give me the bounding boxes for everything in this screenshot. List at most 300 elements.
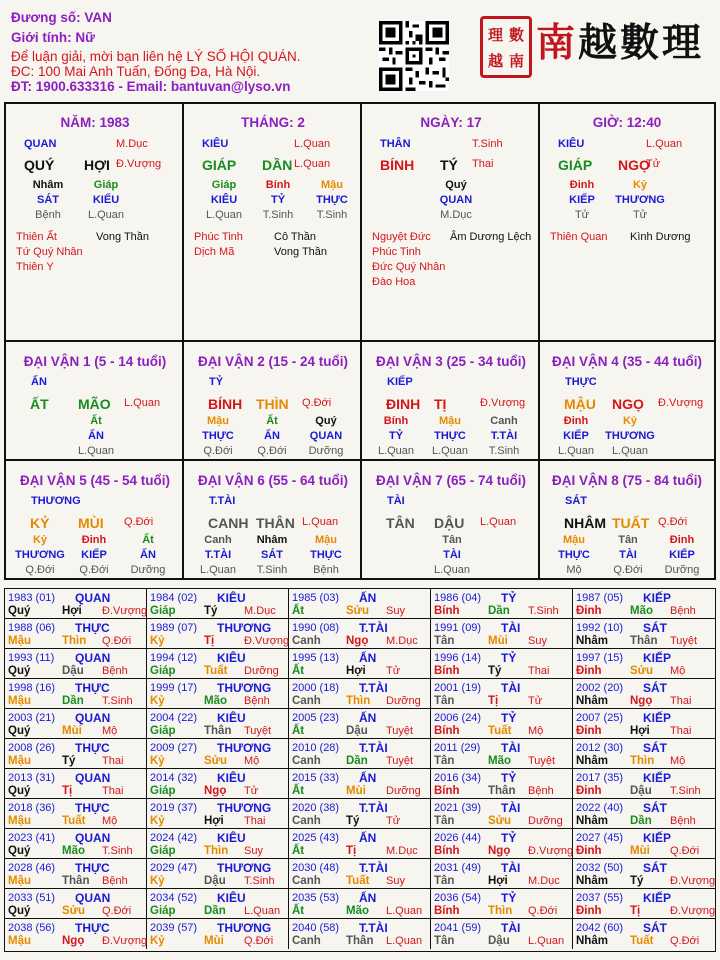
- year-branch: Tý: [630, 875, 644, 887]
- year-cell: [573, 619, 715, 649]
- year-phase: Đ.Vượng: [244, 635, 290, 647]
- dai-van-branch: TUẤT: [612, 515, 650, 531]
- year-phase: Dưỡng: [386, 695, 421, 707]
- year-label: 2014 (32): [150, 772, 198, 784]
- year-star: TỶ: [501, 711, 517, 725]
- year-stem: Kỷ: [150, 935, 165, 947]
- year-stem: Bính: [434, 905, 460, 917]
- year-label: 1998 (16): [8, 682, 56, 694]
- year-stem: Tân: [434, 755, 455, 767]
- year-branch: Dậu: [346, 725, 368, 737]
- dai-van-branch: MÙI: [78, 515, 104, 531]
- year-branch: Tý: [204, 605, 218, 617]
- hidden-phase: L.Quan: [87, 209, 125, 221]
- year-branch: Tuất: [346, 875, 370, 887]
- year-phase: Tuyệt: [386, 725, 414, 737]
- pillar-note: Phúc Tinh: [194, 231, 243, 243]
- year-branch: Tị: [62, 785, 73, 797]
- year-cell: [573, 679, 715, 709]
- year-label: 2022 (40): [576, 802, 624, 814]
- hidden-stem: Tân: [618, 534, 638, 546]
- dai-van-phase: L.Quan: [480, 516, 517, 528]
- year-cell: [573, 649, 715, 679]
- hidden-stem: Mậu: [563, 534, 585, 546]
- hidden-god: SÁT: [37, 194, 59, 206]
- year-cell: [5, 739, 147, 769]
- year-phase: Dưỡng: [386, 785, 421, 797]
- pillar-box: [362, 104, 540, 342]
- hidden-god: TÀI: [443, 549, 461, 561]
- dai-van-branch: THÂN: [256, 515, 295, 531]
- year-label: 2000 (18): [292, 682, 340, 694]
- year-phase: Thai: [670, 695, 692, 707]
- dai-van-star: THƯƠNG: [31, 495, 81, 507]
- year-phase: Tử: [244, 785, 259, 797]
- year-star: T.TÀI: [359, 621, 388, 635]
- year-star: KIÊU: [217, 711, 246, 725]
- year-star: KIẾP: [643, 651, 672, 665]
- pillar-stem: GIÁP: [558, 157, 593, 173]
- pillar-stem: GIÁP: [202, 157, 237, 173]
- year-branch: Mão: [346, 905, 369, 917]
- year-stem: Tân: [434, 815, 455, 827]
- dai-van-stem: NHÂM: [564, 515, 606, 531]
- year-phase: Đ.Vượng: [670, 905, 716, 917]
- hidden-stem: Canh: [204, 534, 232, 546]
- year-star: KIẾP: [643, 711, 672, 725]
- year-phase: Tử: [386, 665, 401, 677]
- year-cell: [431, 859, 573, 889]
- year-stem: Tân: [434, 875, 455, 887]
- year-branch: Hợi: [346, 665, 366, 677]
- year-branch: Mão: [630, 605, 653, 617]
- hidden-god: THỰC: [310, 549, 342, 561]
- seal-char: 數: [508, 25, 524, 44]
- year-star: THƯƠNG: [217, 741, 272, 755]
- year-branch: Thìn: [488, 905, 513, 917]
- year-star: KIẾP: [643, 831, 672, 845]
- year-label: 2004 (22): [150, 712, 198, 724]
- year-label: 2020 (38): [292, 802, 340, 814]
- year-label: 2032 (50): [576, 862, 624, 874]
- year-branch: Hợi: [62, 605, 82, 617]
- year-stem: Mậu: [8, 815, 31, 827]
- year-star: T.TÀI: [359, 861, 388, 875]
- year-star: TÀI: [501, 921, 521, 935]
- hidden-phase: L.Quan: [377, 445, 415, 457]
- year-branch: Tý: [346, 815, 360, 827]
- year-label: 2008 (26): [8, 742, 56, 754]
- seal-char: 理: [487, 25, 503, 44]
- hidden-stem: Nhâm: [256, 534, 288, 546]
- hidden-stem: Ất: [90, 415, 102, 427]
- year-label: 2042 (60): [576, 922, 624, 934]
- year-label: 1992 (10): [576, 622, 624, 634]
- hidden-stem: Quý: [315, 415, 337, 427]
- year-phase: Bệnh: [102, 665, 128, 677]
- year-label: 1995 (13): [292, 652, 340, 664]
- year-label: 1990 (08): [292, 622, 340, 634]
- hidden-god: KIẾP: [669, 549, 695, 561]
- dai-van-stem: MẬU: [564, 396, 596, 412]
- hidden-stem: Mậu: [207, 415, 229, 427]
- pillar-phase: Tử: [646, 158, 661, 170]
- year-stem: Giáp: [150, 605, 176, 617]
- hidden-god: TỶ: [388, 430, 404, 442]
- year-branch: Thìn: [630, 755, 655, 767]
- dai-van-title: ĐẠI VẬN 6 (55 - 64 tuổi): [197, 473, 349, 488]
- year-star: THƯƠNG: [217, 621, 272, 635]
- year-star: THỰC: [75, 741, 110, 755]
- year-star: T.TÀI: [359, 801, 388, 815]
- dai-van-star: SÁT: [565, 495, 587, 507]
- hidden-god: THƯƠNG: [615, 194, 665, 206]
- hidden-phase: Q.Đới: [79, 564, 109, 576]
- hidden-god: THỰC: [434, 430, 466, 442]
- hidden-god: ẤN: [140, 549, 156, 561]
- year-star: QUAN: [75, 591, 111, 605]
- hidden-phase: L.Quan: [557, 445, 595, 457]
- year-star: TỶ: [501, 771, 517, 785]
- year-star: TỶ: [501, 831, 517, 845]
- year-star: TỶ: [501, 591, 517, 605]
- brand-logo: 南越數理: [536, 20, 705, 66]
- hidden-god: QUAN: [309, 430, 343, 442]
- year-label: 1987 (05): [576, 592, 624, 604]
- pillar-note: Thiên Quan: [550, 231, 608, 243]
- year-branch: Tý: [62, 755, 76, 767]
- pillar-note: Thiên Y: [16, 261, 54, 273]
- year-phase: Thai: [670, 725, 692, 737]
- dai-van-stem: CANH: [208, 515, 249, 531]
- header: [0, 0, 720, 102]
- pillar-note: Cô Thần: [274, 231, 316, 243]
- year-cell: [5, 829, 147, 859]
- dai-van-branch: NGỌ: [612, 396, 644, 412]
- year-phase: Bệnh: [528, 785, 554, 797]
- year-branch: Dậu: [630, 785, 652, 797]
- year-stem: Kỷ: [150, 755, 165, 767]
- year-cell: [289, 829, 431, 859]
- year-stem: Giáp: [150, 785, 176, 797]
- year-cell: [147, 679, 289, 709]
- pillar-title: NĂM: 1983: [60, 115, 130, 130]
- year-phase: Q.Đới: [102, 635, 132, 647]
- year-stem: Ất: [292, 785, 305, 797]
- year-stem: Đinh: [576, 725, 602, 737]
- year-phase: M.Dục: [386, 845, 418, 857]
- pillar-branch: DẦN: [262, 157, 293, 173]
- year-phase: Tuyệt: [670, 635, 698, 647]
- year-branch: Dần: [346, 755, 368, 767]
- year-branch: Tị: [346, 845, 357, 857]
- year-phase: Tuyệt: [528, 755, 556, 767]
- bazi-chart: [4, 102, 716, 580]
- year-star: SÁT: [643, 741, 667, 755]
- hidden-phase: Q.Đới: [613, 564, 643, 576]
- pillar-phase: Đ.Vượng: [116, 158, 162, 170]
- hidden-phase: L.Quan: [77, 445, 115, 457]
- hidden-phase: T.Sinh: [262, 209, 294, 221]
- year-branch: Hợi: [488, 875, 508, 887]
- pillar-branch: NGỌ: [618, 157, 650, 173]
- pillar-main-star: THÂN: [380, 138, 411, 150]
- pillar-stem: QUÝ: [24, 157, 55, 173]
- year-phase: Mộ: [528, 725, 544, 737]
- year-cell: [573, 769, 715, 799]
- year-cell: [573, 919, 715, 949]
- year-branch: Thân: [630, 635, 658, 647]
- year-stem: Đinh: [576, 845, 602, 857]
- year-label: 2013 (31): [8, 772, 56, 784]
- dai-van-stem: TÂN: [386, 515, 415, 531]
- hidden-god: KIẾU: [92, 194, 120, 206]
- year-star: TÀI: [501, 681, 521, 695]
- year-branch: Dần: [62, 695, 84, 707]
- year-label: 2031 (49): [434, 862, 482, 874]
- year-cell: [289, 649, 431, 679]
- year-stem: Tân: [434, 695, 455, 707]
- pillar-box: [6, 104, 184, 342]
- year-stem: Bính: [434, 665, 460, 677]
- year-label: 1984 (02): [150, 592, 198, 604]
- year-star: T.TÀI: [359, 741, 388, 755]
- year-stem: Mậu: [8, 695, 31, 707]
- year-branch: Tị: [488, 695, 499, 707]
- year-phase: Tuyệt: [244, 725, 272, 737]
- year-branch: Tị: [630, 905, 641, 917]
- hidden-stem: Ất: [266, 415, 278, 427]
- hidden-stem: Đinh: [563, 415, 589, 427]
- year-star: THỰC: [75, 681, 110, 695]
- year-branch: Thân: [62, 875, 90, 887]
- year-stem: Bính: [434, 785, 460, 797]
- year-cell: [573, 859, 715, 889]
- year-stem: Đinh: [576, 605, 602, 617]
- year-phase: L.Quan: [386, 935, 423, 947]
- year-branch: Tuất: [204, 665, 228, 677]
- year-cell: [5, 679, 147, 709]
- hidden-god: T.TÀI: [204, 549, 232, 561]
- year-branch: Ngọ: [630, 695, 653, 707]
- dai-van-star: ẤN: [31, 376, 47, 388]
- dai-van-title: ĐẠI VẬN 5 (45 - 54 tuổi): [19, 473, 171, 488]
- dai-van-box: [184, 342, 362, 461]
- year-cell: [289, 769, 431, 799]
- hidden-stem: Quý: [445, 179, 467, 191]
- header-address-line: ĐC: 100 Mai Anh Tuấn, Đống Đa, Hà Nội.: [11, 64, 261, 79]
- year-label: 2012 (30): [576, 742, 624, 754]
- hidden-god: KIẾP: [81, 549, 107, 561]
- hidden-god: THỰC: [558, 549, 590, 561]
- pillar-main-star: KIÊU: [558, 138, 585, 150]
- year-branch: Dần: [630, 815, 652, 827]
- year-cell: [147, 889, 289, 919]
- year-stem: Giáp: [150, 905, 176, 917]
- year-label: 2015 (33): [292, 772, 340, 784]
- year-phase: Bệnh: [102, 875, 128, 887]
- year-label: 2025 (43): [292, 832, 340, 844]
- dai-van-title: ĐẠI VẬN 2 (15 - 24 tuổi): [197, 354, 349, 369]
- year-cell: [147, 859, 289, 889]
- year-cell: [289, 589, 431, 619]
- year-label: 2017 (35): [576, 772, 624, 784]
- year-star: KIÊU: [217, 591, 246, 605]
- year-cell: [147, 739, 289, 769]
- year-branch: Dần: [488, 605, 510, 617]
- year-phase: Q.Đới: [102, 905, 132, 917]
- year-stem: Ất: [292, 725, 305, 737]
- hidden-stem: Kỷ: [622, 415, 638, 427]
- hidden-stem: Đinh: [569, 179, 595, 191]
- pillar-main-phase: L.Quan: [294, 138, 331, 150]
- hidden-stem: Mậu: [315, 534, 337, 546]
- pillar-branch: HỢI: [84, 157, 110, 173]
- year-branch: Thìn: [62, 635, 87, 647]
- hidden-god: QUAN: [439, 194, 473, 206]
- year-phase: Thai: [102, 785, 124, 797]
- year-phase: Mộ: [102, 815, 118, 827]
- year-phase: M.Dục: [528, 875, 560, 887]
- year-label: 2018 (36): [8, 802, 56, 814]
- hidden-phase: Mộ: [566, 564, 582, 576]
- dai-van-branch: THÌN: [256, 396, 289, 412]
- year-label: 2009 (27): [150, 742, 198, 754]
- year-label: 2010 (28): [292, 742, 340, 754]
- year-star: TÀI: [501, 741, 521, 755]
- year-label: 2037 (55): [576, 892, 624, 904]
- phone-email-link[interactable]: ĐT: 1900.633316 - Email: bantuvan@lyso.vn: [11, 79, 291, 94]
- year-cell: [147, 649, 289, 679]
- year-star: SÁT: [643, 921, 667, 935]
- year-star: TÀI: [501, 861, 521, 875]
- year-star: ẤN: [359, 891, 377, 905]
- pillar-main-star: QUAN: [24, 138, 57, 150]
- hidden-phase: Bệnh: [35, 209, 61, 221]
- hidden-phase: L.Quan: [199, 564, 237, 576]
- year-phase: Đ.Vượng: [670, 875, 716, 887]
- year-branch: Tý: [488, 665, 502, 677]
- year-stem: Nhâm: [576, 935, 608, 947]
- year-stem: Quý: [8, 725, 31, 737]
- year-cell: [573, 829, 715, 859]
- year-phase: Đ.Vượng: [528, 845, 574, 857]
- pillar-note: Tứ Quý Nhân: [16, 246, 83, 258]
- year-label: 2040 (58): [292, 922, 340, 934]
- year-cell: [431, 919, 573, 949]
- year-stem: Quý: [8, 785, 31, 797]
- year-branch: Thân: [346, 935, 374, 947]
- header-gender: Giới tính: Nữ: [11, 30, 95, 45]
- year-branch: Hợi: [204, 815, 224, 827]
- year-cell: [5, 799, 147, 829]
- year-cell: [431, 619, 573, 649]
- year-label: 2023 (41): [8, 832, 56, 844]
- dai-van-box: [540, 342, 714, 461]
- dai-van-stem: KỶ: [30, 515, 50, 531]
- year-cell: [147, 799, 289, 829]
- dai-van-star: KIẾP: [387, 376, 413, 388]
- hidden-stem: Đinh: [81, 534, 107, 546]
- dai-van-box: [362, 342, 540, 461]
- year-label: 2002 (20): [576, 682, 624, 694]
- year-star: THƯƠNG: [217, 861, 272, 875]
- hidden-god: THỰC: [316, 194, 348, 206]
- seal-char: 南: [508, 51, 524, 70]
- year-star: SÁT: [643, 801, 667, 815]
- hidden-phase: L.Quan: [431, 445, 469, 457]
- year-phase: Tử: [528, 695, 543, 707]
- year-cell: [431, 829, 573, 859]
- dai-van-box: [184, 461, 362, 580]
- year-stem: Đinh: [576, 785, 602, 797]
- qr-code-icon[interactable]: [379, 21, 449, 91]
- year-stem: Mậu: [8, 635, 31, 647]
- year-cell: [147, 829, 289, 859]
- year-label: 1983 (01): [8, 592, 56, 604]
- year-phase: Q.Đới: [670, 845, 700, 857]
- year-cell: [289, 619, 431, 649]
- header-name: Đương số: VAN: [11, 10, 112, 25]
- hidden-god: ẤN: [264, 430, 280, 442]
- hidden-stem: Giáp: [211, 179, 237, 191]
- year-cell: [289, 919, 431, 949]
- year-label: 2021 (39): [434, 802, 482, 814]
- year-star: KIÊU: [217, 831, 246, 845]
- dai-van-star: TỶ: [209, 376, 224, 388]
- year-stem: Canh: [292, 935, 321, 947]
- hidden-stem: Bính: [265, 179, 291, 191]
- hidden-god: THƯƠNG: [15, 549, 65, 561]
- pillar-title: NGÀY: 17: [420, 115, 482, 130]
- year-star: KIẾP: [643, 591, 672, 605]
- year-branch: Sửu: [488, 815, 512, 827]
- year-star: TÀI: [501, 801, 521, 815]
- pillar-main-star: KIÊU: [202, 138, 229, 150]
- year-cell: [5, 769, 147, 799]
- year-stem: Ất: [292, 665, 305, 677]
- year-phase: Bệnh: [670, 605, 696, 617]
- year-star: T.TÀI: [359, 681, 388, 695]
- year-cell: [147, 769, 289, 799]
- year-branch: Ngọ: [488, 845, 511, 857]
- year-label: 2033 (51): [8, 892, 56, 904]
- pillar-note: Phúc Tinh: [372, 246, 421, 258]
- pillar-phase: L.Quan: [294, 158, 331, 170]
- hidden-god: THỰC: [202, 430, 234, 442]
- pillar-note: Đức Quý Nhân: [372, 261, 446, 273]
- year-stem: Ất: [292, 905, 305, 917]
- hidden-god: KIẾP: [569, 194, 595, 206]
- year-cell: [5, 619, 147, 649]
- year-stem: Quý: [8, 845, 31, 857]
- dai-van-title: ĐẠI VẬN 1 (5 - 14 tuổi): [23, 354, 167, 369]
- pillar-main-phase: T.Sinh: [472, 138, 503, 150]
- year-star: ẤN: [359, 831, 377, 845]
- year-phase: Đ.Vượng: [102, 605, 148, 617]
- hidden-god: KIÊU: [210, 194, 238, 206]
- year-cell: [289, 859, 431, 889]
- year-branch: Dậu: [62, 665, 84, 677]
- year-phase: Bệnh: [244, 695, 270, 707]
- year-branch: Tuất: [62, 815, 86, 827]
- hidden-stem: Ất: [142, 534, 154, 546]
- year-star: THỰC: [75, 621, 110, 635]
- year-phase: M.Dục: [386, 635, 418, 647]
- year-cell: [5, 589, 147, 619]
- year-label: 2011 (29): [434, 742, 481, 754]
- hidden-phase: Tử: [632, 209, 648, 221]
